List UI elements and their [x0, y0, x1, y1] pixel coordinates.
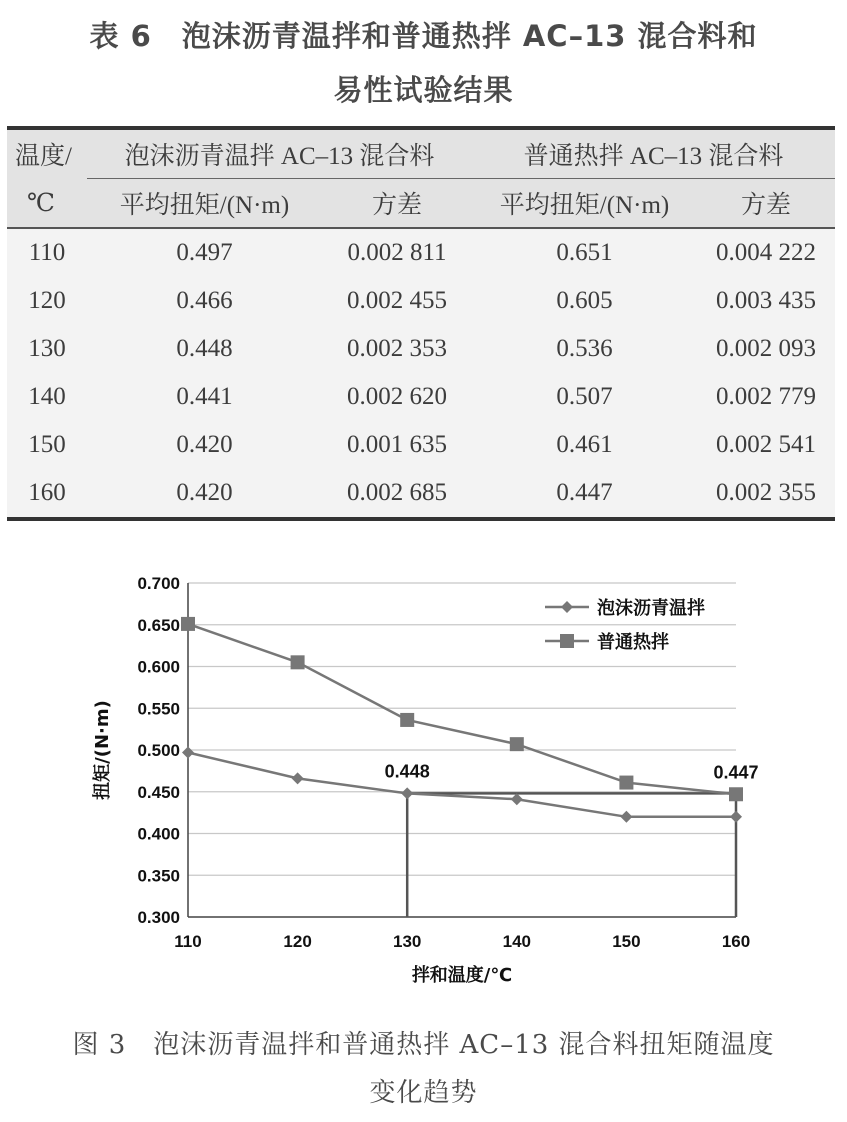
data-point-diamond: [730, 811, 742, 823]
data-annotation: 0.447: [713, 762, 759, 783]
foam-torque-cell: 0.420: [176, 431, 233, 458]
hot-variance-cell: 0.003 435: [716, 287, 817, 314]
data-point-square: [619, 776, 633, 790]
y-tick-label: 0.400: [137, 824, 180, 844]
group-header-foam: 泡沫沥青温拌 AC–13 混合料: [87, 128, 472, 179]
x-tick-label: 130: [393, 932, 422, 951]
temp-cell: 130: [28, 335, 66, 362]
col-header-foam-variance: 方差: [322, 179, 472, 229]
foam-torque-cell: 0.448: [176, 335, 233, 362]
temp-header-line1: 温度/: [7, 128, 87, 179]
foam-torque-cell: 0.420: [87, 469, 322, 519]
legend-label: 泡沫沥青温拌: [597, 598, 705, 619]
col-header-hot-variance: 方差: [697, 179, 835, 229]
legend-label: 普通热拌: [597, 632, 669, 653]
col-header-hot-torque: 平均扭矩/(N·m): [472, 179, 697, 229]
hot-variance-cell: 0.004 222: [716, 239, 817, 266]
hot-torque-cell: 0.447: [472, 469, 697, 519]
foam-torque-cell: 0.466: [176, 287, 233, 314]
data-point-diamond: [292, 772, 304, 784]
y-tick-label: 0.500: [137, 741, 180, 760]
foam-variance-cell: 0.002 353: [347, 335, 447, 362]
data-annotation: 0.448: [384, 761, 430, 782]
hot-torque-cell: 0.605: [556, 287, 613, 314]
data-point-square: [729, 787, 743, 801]
foam-torque-cell: 0.441: [176, 383, 233, 410]
x-tick-label: 150: [612, 932, 641, 951]
data-point-square: [181, 617, 195, 631]
data-point-square: [510, 737, 524, 751]
x-tick-label: 110: [174, 932, 202, 951]
foam-variance-cell: 0.002 685: [322, 469, 472, 519]
x-tick-label: 160: [721, 932, 751, 951]
y-tick-label: 0.450: [137, 782, 180, 802]
legend-marker-square: [560, 634, 574, 648]
y-tick-label: 0.600: [137, 657, 180, 677]
y-axis-title: 扭矩/(N·m): [92, 700, 113, 800]
temp-cell: 120: [28, 287, 66, 314]
group-header-hot: 普通热拌 AC–13 混合料: [472, 128, 835, 179]
y-tick-label: 0.650: [137, 615, 180, 635]
x-axis-title: 拌和温度/℃: [411, 965, 513, 986]
data-point-diamond: [620, 811, 632, 823]
hot-variance-cell: 0.002 093: [716, 335, 817, 362]
hot-variance-cell: 0.002 355: [697, 469, 835, 519]
hot-variance-cell: 0.002 779: [716, 383, 817, 410]
col-header-foam-torque: 平均扭矩/(N·m): [87, 179, 322, 229]
temp-cell: 150: [28, 431, 66, 458]
temp-cell: 110: [28, 239, 66, 266]
hot-torque-cell: 0.461: [556, 431, 613, 458]
x-tick-label: 120: [283, 932, 312, 951]
temp-cell: 160: [7, 469, 87, 519]
temp-cell: 140: [28, 383, 66, 410]
figure-caption-line1: 图 3 泡沫沥青温拌和普通热拌 AC–13 混合料扭矩随温度: [72, 1030, 775, 1060]
temp-header-line2: ℃: [7, 179, 87, 229]
legend-marker-diamond: [561, 601, 573, 613]
data-point-square: [291, 655, 305, 669]
foam-variance-cell: 0.002 455: [347, 287, 447, 314]
foam-torque-cell: 0.497: [176, 239, 233, 266]
data-point-diamond: [401, 787, 413, 799]
hot-torque-cell: 0.536: [556, 335, 613, 362]
data-point-square: [400, 713, 414, 727]
hot-torque-cell: 0.651: [556, 239, 613, 266]
foam-variance-cell: 0.002 620: [347, 383, 447, 410]
hot-torque-cell: 0.507: [556, 383, 613, 410]
y-tick-label: 0.700: [137, 574, 180, 593]
figure-caption-line2: 变化趋势: [369, 1078, 478, 1108]
hot-variance-cell: 0.002 541: [716, 431, 817, 458]
y-tick-label: 0.300: [137, 908, 180, 927]
foam-variance-cell: 0.001 635: [347, 431, 447, 458]
x-tick-label: 140: [502, 932, 531, 951]
y-tick-label: 0.350: [137, 866, 180, 886]
y-tick-label: 0.550: [137, 699, 180, 719]
data-point-diamond: [182, 747, 194, 759]
data-point-diamond: [511, 793, 523, 805]
table-title-line2: 易性试验结果: [333, 73, 514, 107]
table-title-line1: 表 6 泡沫沥青温拌和普通热拌 AC–13 混合料和: [89, 19, 758, 53]
foam-variance-cell: 0.002 811: [347, 239, 447, 266]
